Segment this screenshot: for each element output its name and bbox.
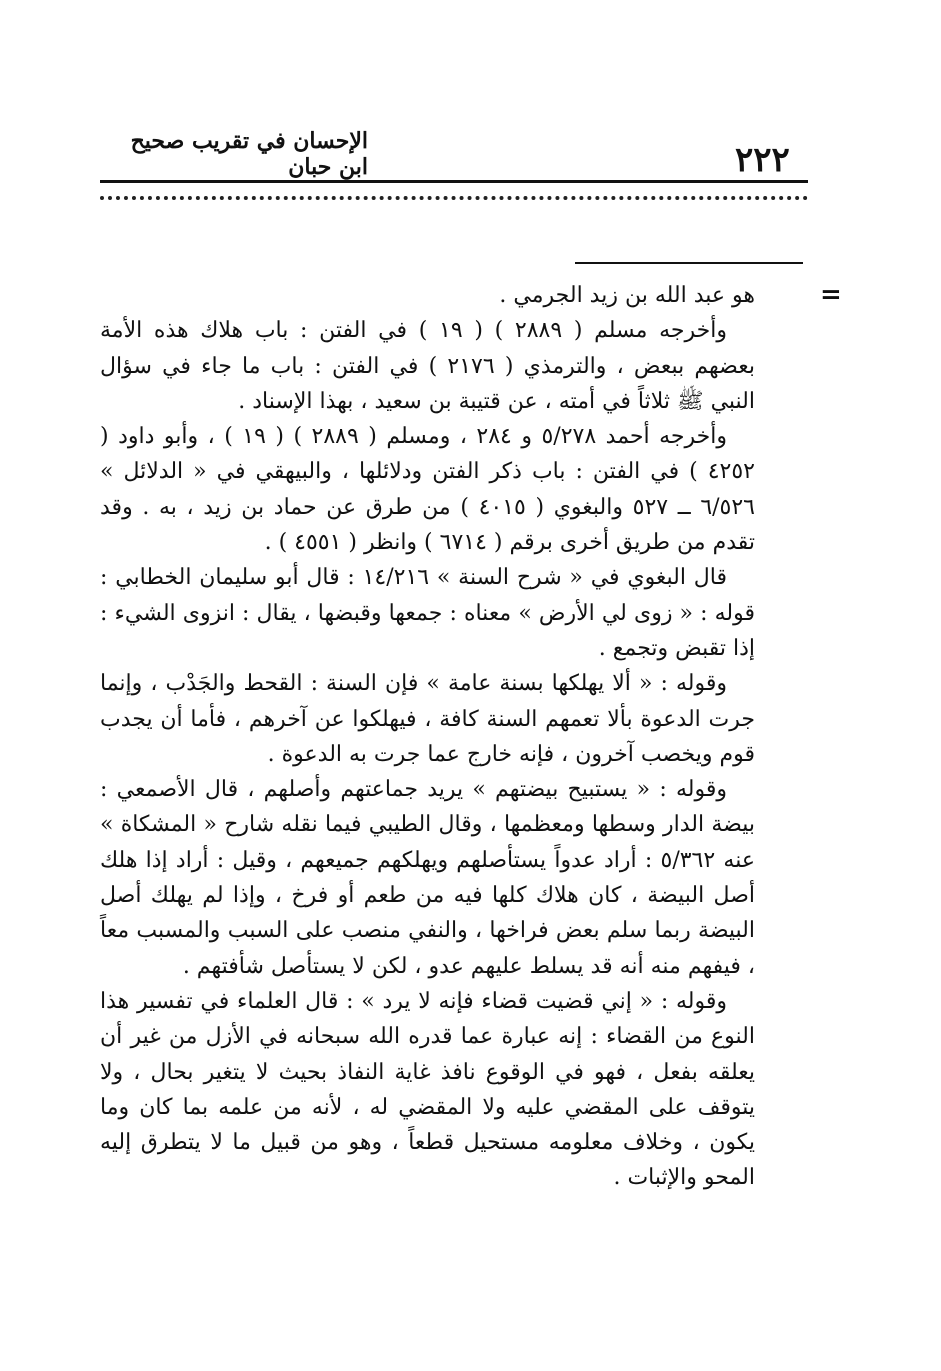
footnote-rule: [575, 262, 803, 264]
page-number: ٢٢٢: [735, 140, 790, 180]
running-title: الإحسان في تقريب صحيح ابن حبان: [130, 128, 368, 180]
continuation-mark: =: [820, 280, 842, 310]
footnote-paragraph: قال البغوي في « شرح السنة » ١٤/٢١٦ : قال أبو سليمان الخطابي : قوله : « زوى لي الأرض » معناه : جمعها وقبضها ، يقال : انزوى الشيء : إذا تقبض وتجمع .: [100, 565, 755, 661]
footnote-body: [100, 278, 755, 1196]
header-rule: [100, 180, 808, 183]
footnote-paragraph: وأخرجه مسلم ( ٢٨٨٩ ) ( ١٩ ) في الفتن : باب هلاك هذه الأمة بعضهم ببعض ، والترمذي ( ٢١٧٦ ) في الفتن : باب ما جاء في سؤال النبي ﷺ ثلاثاً في أمته ، عن قتيبة بن سعيد ، بهذا الإسناد .: [100, 318, 755, 414]
footnote-paragraph: وقوله : « يستبيح بيضتهم » يريد جماعتهم وأصلهم ، قال الأصمعي : بيضة الدار وسطها ومعظمها ، وقال الطيبي فيما نقله شارح « المشكاة » عنه ٥/٣٦٢ : أراد عدواً يستأصلهم ويهلكهم جميعهم ، وقيل : أراد إذا هلك أصل البيضة ، كان هلاك كلها فيه من طعم أو فرخ ، وإذا لم يهلك أصل البيضة ربما سلم بعض فراخها ، والنفي منصب على السبب والمسبب معاً ، فيفهم منه أنه قد يسلط عليهم عدو ، لكن لا يستأصل شأفتهم .: [100, 777, 755, 979]
footnote-paragraph: وقوله : « ألا يهلكها بسنة عامة » فإن السنة : القحط والجَدْب ، وإنما جرت الدعوة بألا تعمهم السنة كافة ، فيهلكوا عن آخرهم ، فأما أن يجدب قوم ويخصب آخرون ، فإنه خارج عما جرت به الدعوة .: [100, 671, 755, 767]
footnote-paragraph: هو عبد الله بن زيد الجرمي .: [499, 283, 755, 308]
footnote-paragraph: وأخرجه أحمد ٥/٢٧٨ و ٢٨٤ ، ومسلم ( ٢٨٨٩ ) ( ١٩ ) ، وأبو داود ( ٤٢٥٢ ) في الفتن : باب ذكر الفتن ودلائلها ، والبيهقي في « الدلائل » ٦/٥٢٦ ــ ٥٢٧ والبغوي ( ٤٠١٥ ) من طرق عن حماد بن زيد ، به . وقد تقدم من طريق أخرى برقم ( ٦٧١٤ ) وانظر ( ٤٥٥١ ) .: [100, 424, 755, 556]
footnote-paragraph: وقوله : « إني قضيت قضاء فإنه لا يرد » : قال العلماء في تفسير هذا النوع من القضاء : إنه عبارة عما قدره الله سبحانه في الأزل من غير أن يعلقه بفعل ، فهو في الوقوع نافذ غاية النفاذ بحيث لا يتغير بحال ، ولا يتوقف على المقضي عليه ولا المقضي له ، لأنه من علمه بما كان وما يكون ، وخلاف معلومه مستحيل قطعاً ، وهو من قبيل ما لا يتطرق إليه المحو والإثبات .: [100, 988, 755, 1191]
dotted-rule: [100, 196, 808, 200]
